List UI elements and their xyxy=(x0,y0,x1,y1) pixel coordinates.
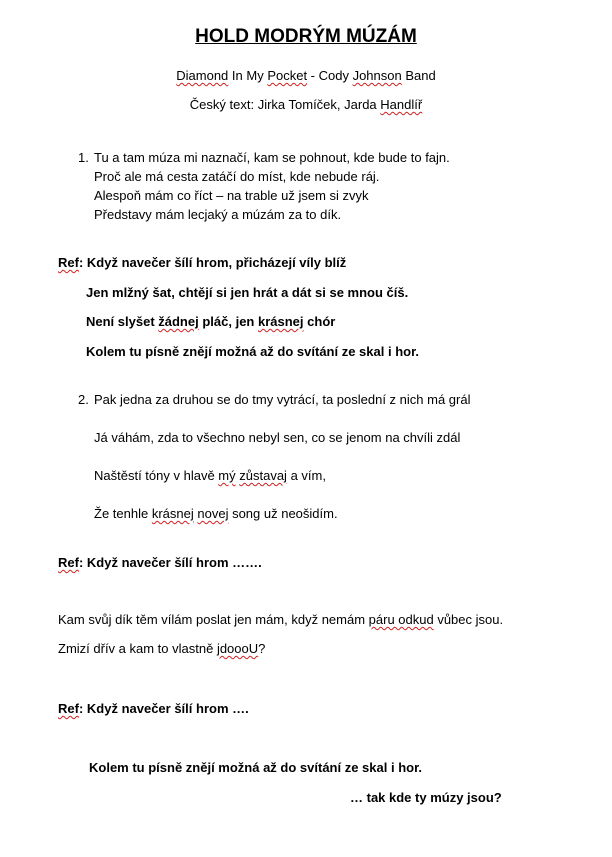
song-word: Pocket xyxy=(267,68,308,83)
refrain-2 xyxy=(58,555,262,570)
bridge-line-2 xyxy=(58,641,265,656)
credits xyxy=(0,97,612,112)
refrain-1-line-1 xyxy=(58,255,346,270)
song-source xyxy=(0,68,612,83)
refrain-word: krásnej xyxy=(257,314,304,329)
refrain-text: : Když navečer šílí hrom ……. xyxy=(78,555,262,570)
verse-1-line-4: Představy mám lecjaký a múzám za to dík. xyxy=(94,207,342,222)
bridge-line-1 xyxy=(58,612,503,627)
verse-text: song už neošidím. xyxy=(228,506,338,521)
refrain-word: žádnej xyxy=(158,314,199,329)
bridge-word: jdoooU xyxy=(216,641,259,656)
verse-number: 1. xyxy=(78,150,89,165)
ref-label: Ref xyxy=(58,555,79,570)
verse-text: Tu a tam múza mi naznačí, kam se pohnout, kde bude to fajn. xyxy=(94,150,450,165)
verse-word: novej xyxy=(197,506,229,521)
song-word: - Cody xyxy=(307,68,353,83)
bridge-text: vůbec jsou. xyxy=(433,612,504,627)
refrain-3 xyxy=(58,701,249,716)
ending-line-1: Kolem tu písně znějí možná až do svítání ze skal i hor. xyxy=(89,760,423,775)
ref-label: Ref xyxy=(58,255,79,270)
verse-text: Pak jedna za druhou se do tmy vytrácí, ta poslední z nich má grál xyxy=(94,392,471,407)
verse-2-line-2: Já váhám, zda to všechno nebyl sen, co se jenom na chvíli zdál xyxy=(94,430,461,445)
credits-prefix: Český text: Jirka Tomíček, Jarda xyxy=(189,97,381,112)
refrain-text: : Když navečer šílí hrom …. xyxy=(78,701,249,716)
bridge-text: Kam svůj dík těm vílám poslat jen mám, když nemám xyxy=(58,612,369,627)
verse-number: 2. xyxy=(78,392,89,407)
ref-label: Ref xyxy=(58,701,79,716)
verse-1-line-3: Alespoň mám co říct – na trable už jsem si zvyk xyxy=(94,188,369,203)
verse-text: Naštěstí tóny v hlavě xyxy=(94,468,219,483)
page-title: HOLD MODRÝM MÚZÁM xyxy=(195,26,417,47)
verse-word: krásnej xyxy=(151,506,194,521)
refrain-1-line-4: Kolem tu písně znějí možná až do svítání ze skal i hor. xyxy=(86,344,420,359)
verse-1-line-2: Proč ale má cesta zatáčí do míst, kde nebude ráj. xyxy=(94,169,380,184)
refrain-1-line-2: Jen mlžný šat, chtějí si jen hrát a dát si se mnou číš. xyxy=(86,285,409,300)
bridge-text: Zmizí dřív a kam to vlastně xyxy=(58,641,217,656)
verse-2-line-1 xyxy=(78,392,470,407)
credits-surname: Handlíř xyxy=(380,97,423,112)
verse-text: a vím, xyxy=(286,468,326,483)
refrain-1-line-3 xyxy=(86,314,335,329)
verse-1-line-1 xyxy=(78,150,450,165)
song-word: Band xyxy=(401,68,436,83)
song-word: Johnson xyxy=(352,68,402,83)
verse-2-line-4 xyxy=(94,506,338,521)
verse-text: Že tenhle xyxy=(94,506,152,521)
song-word: Diamond xyxy=(176,68,229,83)
refrain-text: pláč, jen xyxy=(198,314,258,329)
ending-line-2: … tak kde ty múzy jsou? xyxy=(350,790,502,805)
song-word: In My xyxy=(228,68,268,83)
bridge-word: páru odkud xyxy=(368,612,434,627)
verse-2-line-3 xyxy=(94,468,326,483)
refrain-text: Není slyšet xyxy=(86,314,159,329)
bridge-text: ? xyxy=(258,641,266,656)
refrain-text: chór xyxy=(303,314,336,329)
refrain-text: : Když navečer šílí hrom, přicházejí víly blíž xyxy=(78,255,347,270)
verse-word: mý xyxy=(218,468,236,483)
verse-word: zůstavaj xyxy=(239,468,287,483)
